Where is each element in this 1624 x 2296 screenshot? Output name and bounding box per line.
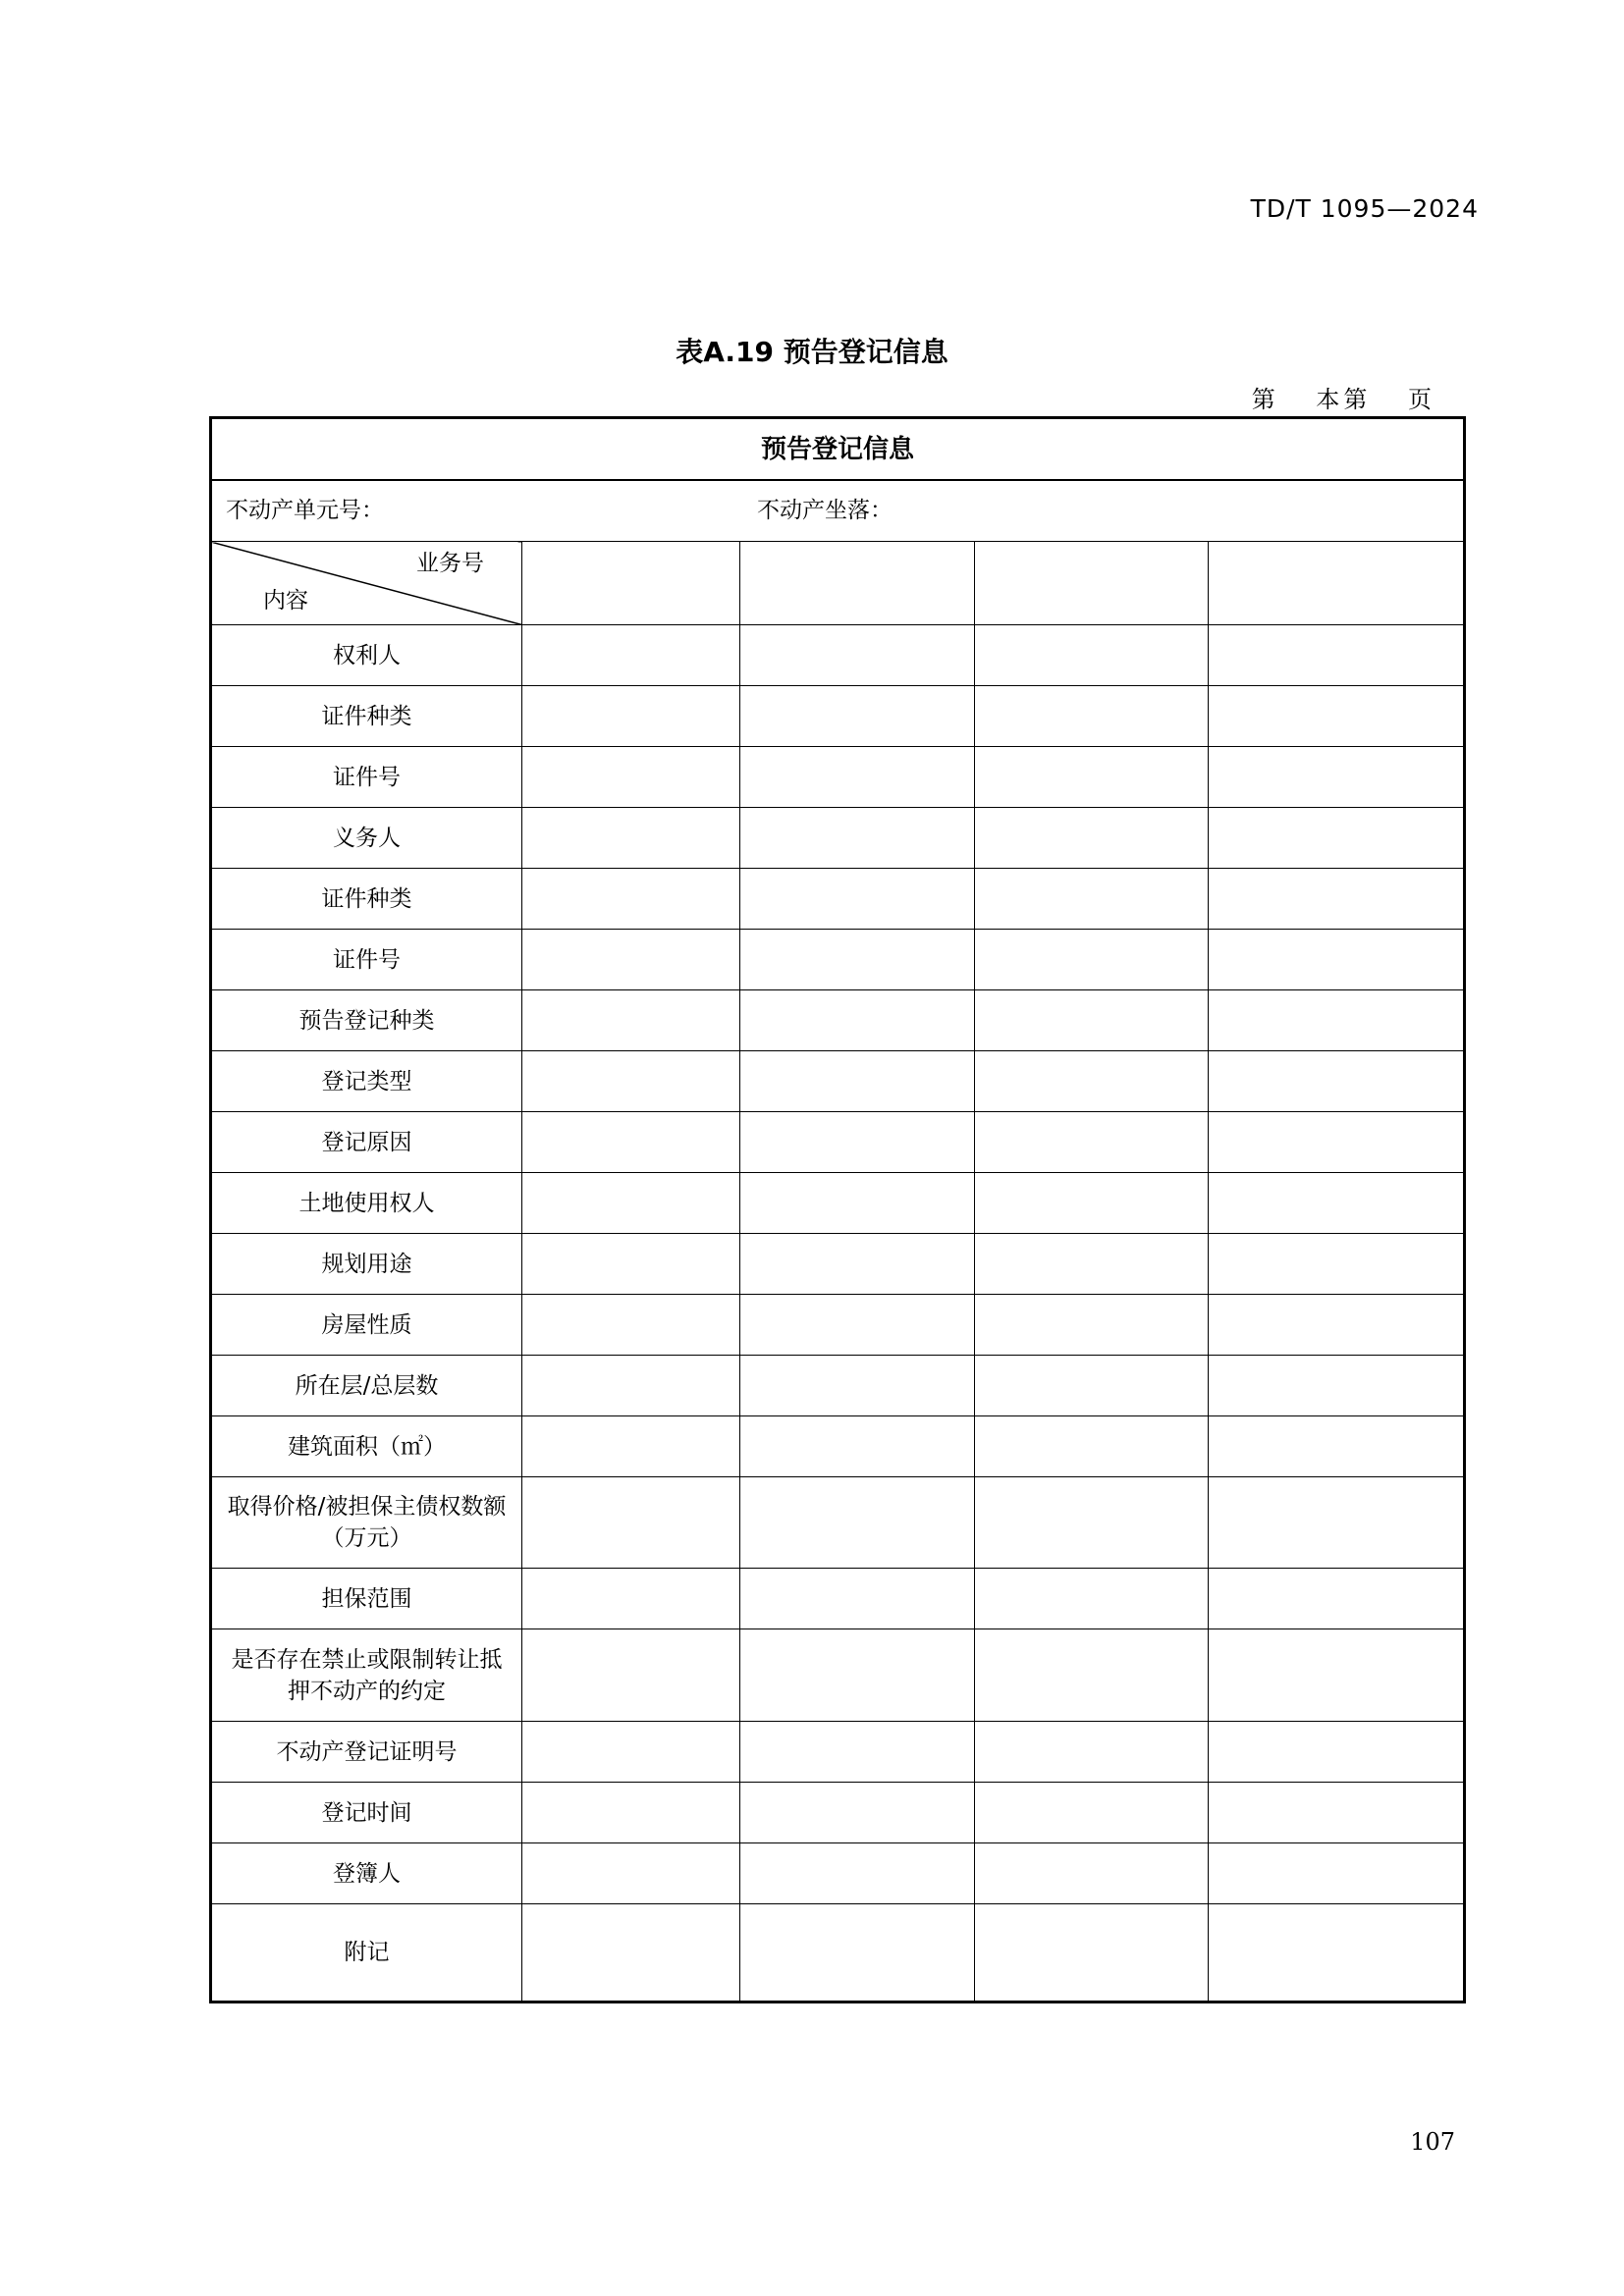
value-cell[interactable] xyxy=(975,869,1209,930)
standard-code: TD/T 1095—2024 xyxy=(1250,194,1479,223)
value-cell[interactable] xyxy=(740,1569,975,1629)
value-cell[interactable] xyxy=(522,625,740,686)
value-cell[interactable] xyxy=(740,1356,975,1416)
value-cell[interactable] xyxy=(1209,747,1465,808)
value-cell[interactable] xyxy=(522,869,740,930)
unit-location-label: 不动产坐落： xyxy=(757,498,893,523)
value-cell[interactable] xyxy=(522,747,740,808)
value-cell[interactable] xyxy=(1209,1356,1465,1416)
table-row xyxy=(211,1416,1465,1477)
value-cell[interactable] xyxy=(740,625,975,686)
table-title-row xyxy=(211,418,1465,481)
value-cell[interactable] xyxy=(975,808,1209,869)
value-cell[interactable] xyxy=(1209,990,1465,1051)
row-label: 登记原因 xyxy=(211,1112,522,1173)
row-label: 房屋性质 xyxy=(211,1295,522,1356)
row-label: 证件号 xyxy=(211,930,522,990)
value-cell[interactable] xyxy=(522,1783,740,1843)
table-row xyxy=(211,686,1465,747)
value-cell[interactable] xyxy=(740,869,975,930)
value-cell[interactable] xyxy=(740,686,975,747)
value-cell[interactable] xyxy=(740,747,975,808)
value-cell[interactable] xyxy=(975,1629,1209,1722)
page-number: 107 xyxy=(1410,2128,1455,2156)
value-cell[interactable] xyxy=(975,1356,1209,1416)
row-label: 规划用途 xyxy=(211,1234,522,1295)
table-row xyxy=(211,1477,1465,1569)
value-cell[interactable] xyxy=(522,1356,740,1416)
value-cell[interactable] xyxy=(1209,1904,1465,2002)
row-label-line: 押不动产的约定 xyxy=(288,1678,446,1704)
business-number-header: 业务号 xyxy=(416,551,484,576)
value-cell[interactable] xyxy=(1209,1173,1465,1234)
table-row xyxy=(211,930,1465,990)
value-cell[interactable] xyxy=(1209,1783,1465,1843)
value-cell[interactable] xyxy=(740,1112,975,1173)
row-label: 登记时间 xyxy=(211,1783,522,1843)
value-cell[interactable] xyxy=(975,747,1209,808)
value-cell[interactable] xyxy=(975,1569,1209,1629)
table-row xyxy=(211,1234,1465,1295)
value-cell[interactable] xyxy=(740,808,975,869)
value-cell[interactable] xyxy=(522,930,740,990)
table-row xyxy=(211,1629,1465,1722)
table-row xyxy=(211,1356,1465,1416)
value-cell[interactable] xyxy=(522,808,740,869)
table-row xyxy=(211,1051,1465,1112)
value-cell[interactable] xyxy=(522,1629,740,1722)
value-cell[interactable] xyxy=(522,1722,740,1783)
row-label: 证件号 xyxy=(211,747,522,808)
value-cell[interactable] xyxy=(740,1722,975,1783)
value-cell[interactable] xyxy=(740,1295,975,1356)
value-cell[interactable] xyxy=(522,1477,740,1569)
value-cell[interactable] xyxy=(740,1843,975,1904)
diagonal-header-cell xyxy=(211,542,522,625)
table-row xyxy=(211,808,1465,869)
row-label: 证件种类 xyxy=(211,686,522,747)
table-row xyxy=(211,1112,1465,1173)
value-cell[interactable] xyxy=(740,1783,975,1843)
registration-table xyxy=(209,416,1466,2003)
value-cell[interactable] xyxy=(522,1904,740,2002)
table-caption: 表A.19 预告登记信息 xyxy=(676,336,948,368)
value-cell[interactable] xyxy=(522,1295,740,1356)
header-row xyxy=(211,542,1465,625)
value-cell[interactable] xyxy=(975,1173,1209,1234)
value-cell[interactable] xyxy=(1209,1112,1465,1173)
value-cell[interactable] xyxy=(1209,808,1465,869)
table-row xyxy=(211,747,1465,808)
value-cell[interactable] xyxy=(740,1234,975,1295)
value-cell[interactable] xyxy=(975,1843,1209,1904)
row-label-line: （万元） xyxy=(321,1525,412,1551)
value-cell[interactable] xyxy=(975,625,1209,686)
value-cell[interactable] xyxy=(1209,686,1465,747)
value-cell[interactable] xyxy=(975,1051,1209,1112)
value-cell[interactable] xyxy=(975,1477,1209,1569)
row-label: 担保范围 xyxy=(211,1569,522,1629)
page-of-indicator: 第 本第 页 xyxy=(1251,386,1435,413)
value-cell[interactable] xyxy=(1209,1477,1465,1569)
value-cell[interactable] xyxy=(975,990,1209,1051)
value-cell[interactable] xyxy=(740,1173,975,1234)
value-cell[interactable] xyxy=(975,930,1209,990)
table-row xyxy=(211,1783,1465,1843)
value-cell[interactable] xyxy=(1209,1569,1465,1629)
table-row xyxy=(211,990,1465,1051)
unit-info-cell xyxy=(211,480,1465,542)
value-cell[interactable] xyxy=(975,1722,1209,1783)
row-label: 不动产登记证明号 xyxy=(211,1722,522,1783)
table-row xyxy=(211,1295,1465,1356)
value-cell[interactable] xyxy=(1209,1722,1465,1783)
table-row xyxy=(211,1843,1465,1904)
value-cell[interactable] xyxy=(1209,1234,1465,1295)
value-cell[interactable] xyxy=(740,1477,975,1569)
unit-info-row xyxy=(211,480,1465,542)
table-row xyxy=(211,869,1465,930)
value-cell[interactable] xyxy=(740,990,975,1051)
unit-number-label: 不动产单元号： xyxy=(226,498,384,523)
value-cell[interactable] xyxy=(522,1234,740,1295)
row-label-line: 取得价格/被担保主债权数额 xyxy=(227,1494,507,1520)
value-cell[interactable] xyxy=(740,1629,975,1722)
value-cell[interactable] xyxy=(740,1904,975,2002)
table-row xyxy=(211,625,1465,686)
table-row xyxy=(211,1173,1465,1234)
value-cell[interactable] xyxy=(975,1112,1209,1173)
value-cell[interactable] xyxy=(975,1783,1209,1843)
table-row xyxy=(211,1722,1465,1783)
value-cell[interactable] xyxy=(740,1051,975,1112)
business-cell[interactable] xyxy=(522,542,740,625)
row-label-line: 是否存在禁止或限制转让抵 xyxy=(231,1646,503,1673)
row-label: 登记类型 xyxy=(211,1051,522,1112)
value-cell[interactable] xyxy=(1209,930,1465,990)
value-cell[interactable] xyxy=(975,1416,1209,1477)
value-cell[interactable] xyxy=(522,1173,740,1234)
value-cell[interactable] xyxy=(522,1416,740,1477)
value-cell[interactable] xyxy=(740,1416,975,1477)
value-cell[interactable] xyxy=(522,1112,740,1173)
value-cell[interactable] xyxy=(1209,1051,1465,1112)
business-cell[interactable] xyxy=(975,542,1209,625)
table-row xyxy=(211,1904,1465,2002)
value-cell[interactable] xyxy=(1209,625,1465,686)
value-cell[interactable] xyxy=(975,1295,1209,1356)
table-row xyxy=(211,1569,1465,1629)
value-cell[interactable] xyxy=(975,686,1209,747)
row-label: 登簿人 xyxy=(211,1843,522,1904)
row-label: 所在层/总层数 xyxy=(211,1356,522,1416)
value-cell[interactable] xyxy=(522,686,740,747)
business-cell[interactable] xyxy=(740,542,975,625)
table-title: 预告登记信息 xyxy=(211,418,1465,481)
row-label xyxy=(211,1629,522,1722)
row-label: 义务人 xyxy=(211,808,522,869)
row-label xyxy=(211,1477,522,1569)
value-cell[interactable] xyxy=(522,1051,740,1112)
business-cell[interactable] xyxy=(1209,542,1465,625)
value-cell[interactable] xyxy=(1209,1843,1465,1904)
row-label: 建筑面积（㎡） xyxy=(211,1416,522,1477)
row-label: 证件种类 xyxy=(211,869,522,930)
row-label: 权利人 xyxy=(211,625,522,686)
value-cell[interactable] xyxy=(740,930,975,990)
value-cell[interactable] xyxy=(1209,1295,1465,1356)
value-cell[interactable] xyxy=(1209,1416,1465,1477)
value-cell[interactable] xyxy=(522,990,740,1051)
value-cell[interactable] xyxy=(522,1843,740,1904)
value-cell[interactable] xyxy=(1209,1629,1465,1722)
content-header: 内容 xyxy=(263,588,308,614)
row-label: 土地使用权人 xyxy=(211,1173,522,1234)
value-cell[interactable] xyxy=(1209,869,1465,930)
value-cell[interactable] xyxy=(522,1569,740,1629)
value-cell[interactable] xyxy=(975,1904,1209,2002)
row-label: 预告登记种类 xyxy=(211,990,522,1051)
row-label: 附记 xyxy=(211,1904,522,2002)
value-cell[interactable] xyxy=(975,1234,1209,1295)
